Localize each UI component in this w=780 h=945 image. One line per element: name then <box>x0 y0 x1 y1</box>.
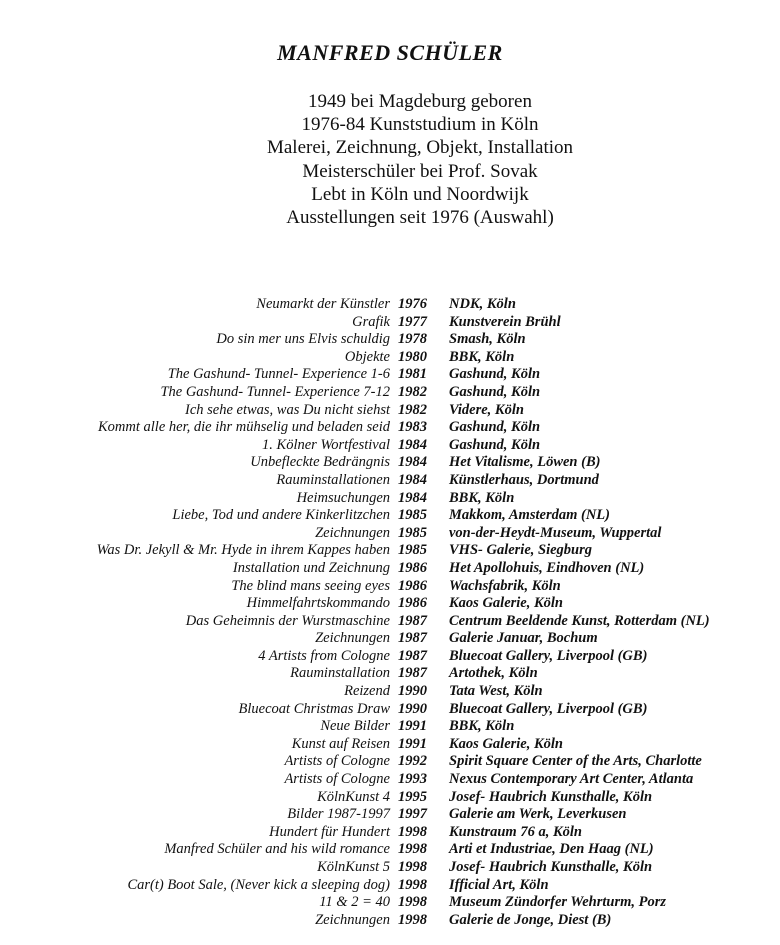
exhibition-year: 1987 <box>398 630 427 647</box>
exhibition-year: 1984 <box>398 454 427 471</box>
exhibition-year: 1976 <box>398 296 427 312</box>
bio-line: 1976-84 Kunststudium in Köln <box>301 114 539 136</box>
exhibition-row <box>0 701 780 719</box>
bio-line: Malerei, Zeichnung, Objekt, Installation <box>266 137 574 159</box>
exhibition-title: Rauminstallation <box>290 665 390 682</box>
exhibition-year: 1980 <box>398 348 427 365</box>
exhibition-year: 1984 <box>398 471 427 488</box>
exhibition-title: Kunst auf Reisen <box>291 735 390 752</box>
exhibition-title: Zeichnungen <box>315 524 390 541</box>
exhibition-venue: Wachsfabrik, Köln <box>449 577 561 594</box>
exhibition-year: 1983 <box>398 419 427 436</box>
exhibition-row <box>0 525 780 543</box>
exhibition-year: 1992 <box>398 753 427 770</box>
exhibition-venue: NDK, Köln <box>449 296 516 312</box>
exhibition-row <box>0 366 780 384</box>
exhibition-title: Liebe, Tod und andere Kinkerlitzchen <box>172 507 390 524</box>
exhibition-title: Grafik <box>352 313 390 330</box>
exhibition-title: Artists of Cologne <box>284 753 390 770</box>
exhibition-year: 1985 <box>398 542 427 559</box>
exhibition-venue: Het Vitalisme, Löwen (B) <box>449 454 601 471</box>
exhibition-venue: Galerie am Werk, Leverkusen <box>449 806 627 823</box>
exhibition-title: Installation und Zeichnung <box>232 559 390 576</box>
exhibition-venue: Gashund, Köln <box>449 366 541 383</box>
exhibition-row <box>0 542 780 560</box>
exhibition-row <box>0 402 780 420</box>
exhibition-row <box>0 296 780 314</box>
exhibition-year: 1998 <box>398 911 427 928</box>
exhibition-year: 1985 <box>398 524 427 541</box>
exhibition-venue: Kaos Galerie, Köln <box>449 595 563 612</box>
exhibition-year: 1998 <box>398 859 427 875</box>
exhibition-row <box>0 771 780 789</box>
exhibition-row <box>0 349 780 367</box>
exhibition-row <box>0 314 780 332</box>
exhibition-venue: Bluecoat Gallery, Liverpool (GB) <box>449 700 648 717</box>
bio-line: Lebt in Köln und Noordwijk <box>311 183 529 205</box>
exhibition-venue: Smash, Köln <box>449 331 526 348</box>
exhibition-year: 1990 <box>398 700 427 717</box>
page-title: MANFRED SCHÜLER <box>277 40 503 65</box>
exhibition-title: Rauminstallationen <box>276 471 390 488</box>
exhibition-year: 1984 <box>398 489 427 506</box>
exhibition-title: Neumarkt der Künstler <box>256 296 390 312</box>
exhibition-year: 1982 <box>398 383 427 400</box>
exhibition-year: 1981 <box>398 366 427 383</box>
exhibition-venue: VHS- Galerie, Siegburg <box>449 542 592 559</box>
exhibition-row <box>0 859 780 877</box>
exhibition-title: 4 Artists from Cologne <box>258 647 390 664</box>
exhibition-title: Hundert für Hundert <box>269 823 390 840</box>
exhibition-venue: Josef- Haubrich Kunsthalle, Köln <box>449 788 653 805</box>
exhibition-row <box>0 912 780 930</box>
exhibition-title: Bluecoat Christmas Draw <box>238 700 390 717</box>
exhibition-title: Heimsuchungen <box>296 489 390 506</box>
exhibition-year: 1991 <box>398 735 427 752</box>
exhibition-row <box>0 806 780 824</box>
exhibition-row <box>0 472 780 490</box>
exhibition-row <box>0 648 780 666</box>
biography <box>0 90 780 229</box>
bio-line: Ausstellungen seit 1976 (Auswahl) <box>286 207 554 229</box>
exhibition-row <box>0 841 780 859</box>
exhibition-row <box>0 595 780 613</box>
exhibition-year: 1986 <box>398 559 427 576</box>
exhibition-venue: Künstlerhaus, Dortmund <box>449 471 599 488</box>
exhibition-title: Do sin mer uns Elvis schuldig <box>216 331 390 348</box>
exhibition-title: Bilder 1987-1997 <box>287 806 390 823</box>
exhibition-year: 1993 <box>398 771 427 788</box>
exhibition-title: Objekte <box>344 348 390 365</box>
exhibition-venue: Galerie Januar, Bochum <box>449 630 598 647</box>
exhibition-row <box>0 490 780 508</box>
exhibition-row <box>0 683 780 701</box>
exhibition-venue: BBK, Köln <box>449 489 515 506</box>
exhibition-title: Unbefleckte Bedrängnis <box>250 454 390 471</box>
exhibition-year: 1984 <box>398 436 427 453</box>
exhibition-venue: Bluecoat Gallery, Liverpool (GB) <box>449 647 648 664</box>
exhibition-year: 1998 <box>398 894 427 911</box>
exhibition-year: 1995 <box>398 788 427 805</box>
exhibition-row <box>0 384 780 402</box>
exhibition-row <box>0 507 780 525</box>
exhibition-year: 1987 <box>398 665 427 682</box>
exhibition-title: Car(t) Boot Sale, (Never kick a sleeping dog) <box>127 876 390 893</box>
exhibition-year: 1991 <box>398 718 427 735</box>
exhibition-venue: Gashund, Köln <box>449 383 541 400</box>
exhibition-row <box>0 718 780 736</box>
exhibition-title: Das Geheimnis der Wurstmaschine <box>185 612 390 629</box>
exhibition-title: KölnKunst 5 <box>317 859 390 875</box>
exhibition-year: 1987 <box>398 612 427 629</box>
exhibition-title: Neue Bilder <box>320 718 390 735</box>
exhibition-venue: Gashund, Köln <box>449 419 541 436</box>
exhibition-venue: Centrum Beeldende Kunst, Rotterdam (NL) <box>449 612 710 629</box>
exhibition-title: Reizend <box>344 683 390 700</box>
exhibition-title: Ich sehe etwas, was Du nicht siehst <box>185 401 390 418</box>
exhibition-venue: Het Apollohuis, Eindhoven (NL) <box>449 559 645 576</box>
exhibition-title: Zeichnungen <box>315 630 390 647</box>
exhibition-venue: Videre, Köln <box>449 401 524 418</box>
exhibition-year: 1982 <box>398 401 427 418</box>
exhibition-venue: BBK, Köln <box>449 718 515 735</box>
exhibition-row <box>0 560 780 578</box>
exhibition-year: 1997 <box>398 806 427 823</box>
exhibition-title: Manfred Schüler and his wild romance <box>164 841 390 858</box>
exhibition-row <box>0 894 780 912</box>
exhibition-row <box>0 331 780 349</box>
exhibition-venue: Makkom, Amsterdam (NL) <box>449 507 610 524</box>
exhibition-venue: Nexus Contemporary Art Center, Atlanta <box>449 771 694 788</box>
exhibition-row <box>0 437 780 455</box>
bio-line: 1949 bei Magdeburg geboren <box>308 91 532 112</box>
exhibition-row <box>0 736 780 754</box>
exhibition-row <box>0 613 780 631</box>
exhibition-venue: Kaos Galerie, Köln <box>449 735 563 752</box>
exhibition-row <box>0 578 780 596</box>
exhibition-venue: Spirit Square Center of the Arts, Charlotte <box>449 753 702 770</box>
exhibition-row <box>0 877 780 895</box>
exhibition-venue: Tata West, Köln <box>449 683 543 700</box>
exhibition-year: 1986 <box>398 595 427 612</box>
exhibition-row <box>0 419 780 437</box>
exhibition-year: 1998 <box>398 823 427 840</box>
exhibition-year: 1977 <box>398 313 427 330</box>
exhibition-title: Zeichnungen <box>315 911 390 928</box>
exhibition-year: 1985 <box>398 507 427 524</box>
exhibition-row <box>0 824 780 842</box>
exhibition-row <box>0 630 780 648</box>
exhibition-title: Artists of Cologne <box>284 771 390 788</box>
exhibition-title: The Gashund- Tunnel- Experience 1-6 <box>167 366 390 383</box>
exhibition-title: 11 & 2 = 40 <box>319 894 390 911</box>
exhibition-row <box>0 665 780 683</box>
exhibition-venue: Galerie de Jonge, Diest (B) <box>449 911 612 928</box>
exhibition-year: 1998 <box>398 876 427 893</box>
exhibition-title: 1. Kölner Wortfestival <box>262 436 390 453</box>
exhibition-year: 1986 <box>398 577 427 594</box>
exhibition-title: Kommt alle her, die ihr mühselig und beladen seid <box>98 419 390 436</box>
exhibition-title: The Gashund- Tunnel- Experience 7-12 <box>160 383 390 400</box>
exhibition-venue: Kunstraum 76 a, Köln <box>449 823 582 840</box>
exhibition-venue: Ifficial Art, Köln <box>449 876 549 893</box>
exhibition-row <box>0 753 780 771</box>
exhibition-title: Was Dr. Jekyll & Mr. Hyde in ihrem Kappes haben <box>96 542 390 559</box>
exhibition-year: 1978 <box>398 331 427 348</box>
exhibition-title: KölnKunst 4 <box>317 788 390 805</box>
exhibition-venue: BBK, Köln <box>449 348 515 365</box>
exhibition-venue: Josef- Haubrich Kunsthalle, Köln <box>449 859 653 875</box>
exhibition-year: 1987 <box>398 647 427 664</box>
exhibition-venue: Kunstverein Brühl <box>449 313 561 330</box>
exhibition-row <box>0 454 780 472</box>
bio-line: Meisterschüler bei Prof. Sovak <box>302 160 538 182</box>
exhibition-venue: Artothek, Köln <box>449 665 538 682</box>
exhibition-venue: Gashund, Köln <box>449 436 541 453</box>
exhibition-year: 1990 <box>398 683 427 700</box>
exhibition-year: 1998 <box>398 841 427 858</box>
exhibition-title: The blind mans seeing eyes <box>231 577 390 594</box>
exhibition-row <box>0 789 780 807</box>
exhibition-venue: Museum Zündorfer Wehrturm, Porz <box>449 894 667 911</box>
exhibition-list <box>0 296 780 929</box>
exhibition-venue: Arti et Industriae, Den Haag (NL) <box>449 841 654 858</box>
exhibition-title: Himmelfahrtskommando <box>246 595 390 612</box>
exhibition-venue: von-der-Heydt-Museum, Wuppertal <box>449 524 662 541</box>
